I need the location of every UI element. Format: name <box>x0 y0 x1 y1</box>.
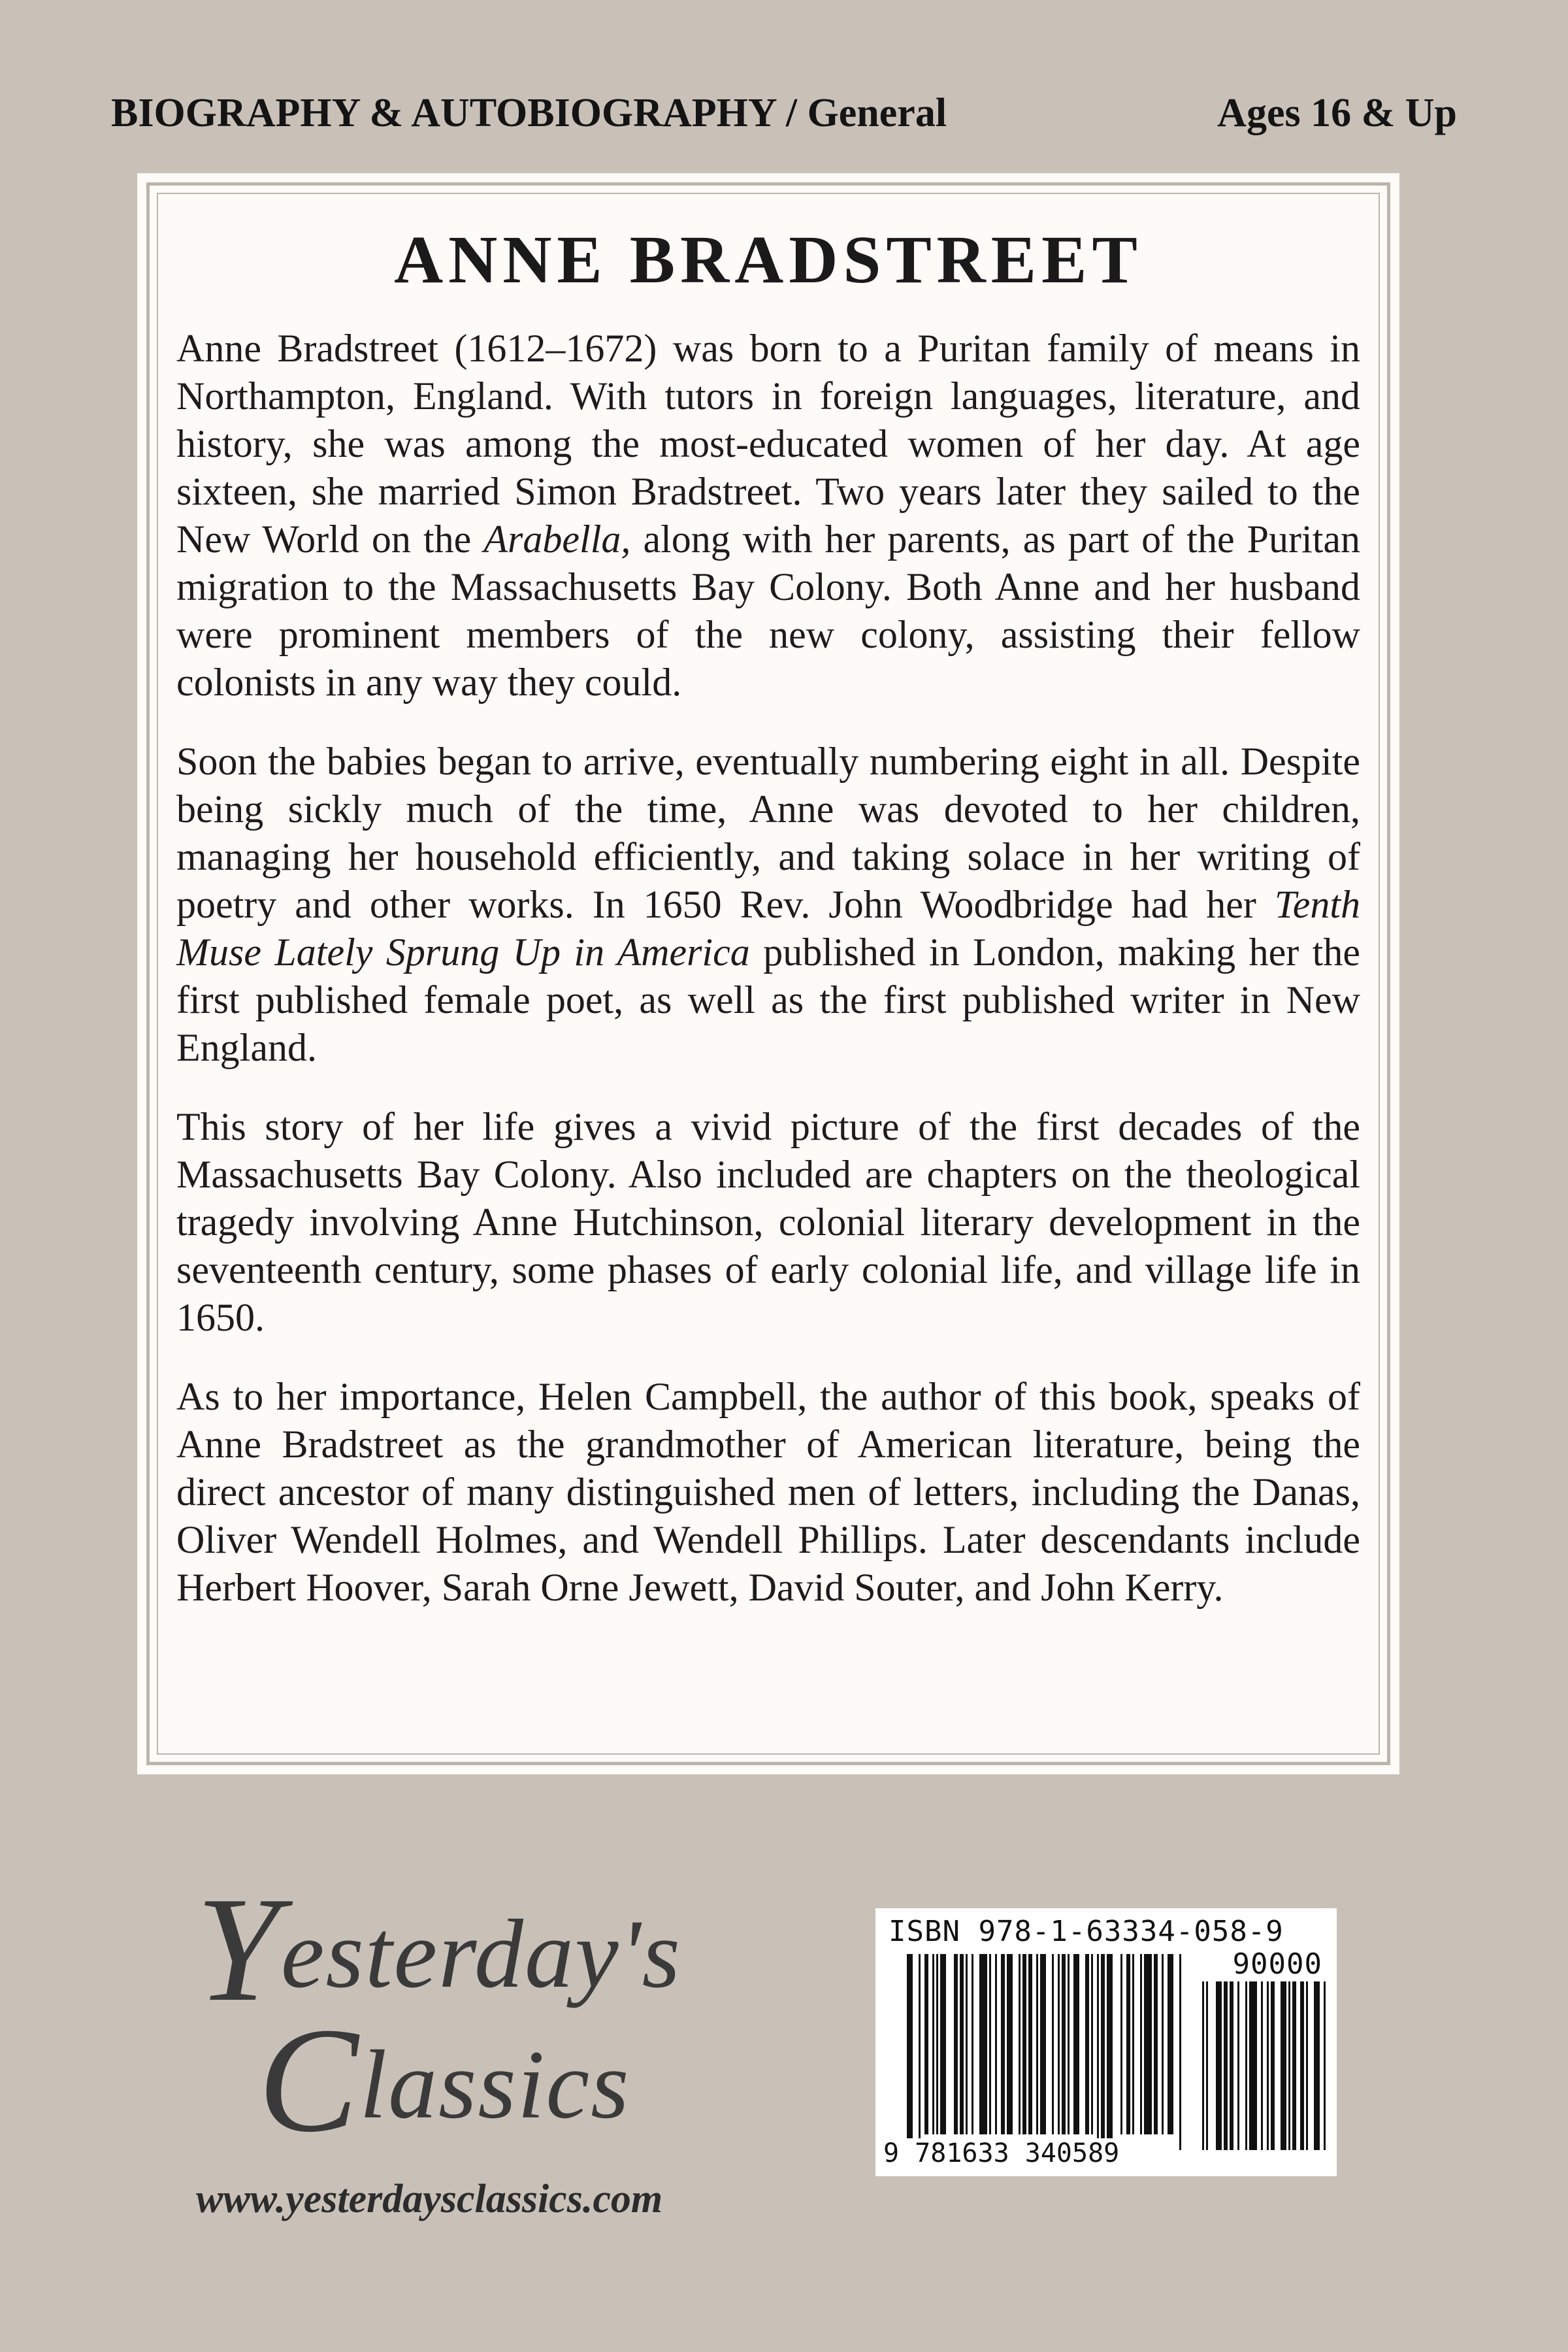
barcode-bar <box>1101 1954 1105 2150</box>
barcode-bar <box>932 1954 934 2134</box>
paragraph-2-text-a: Soon the babies began to arrive, eventually numbering eight in all. Despite being sickly much of the time, Anne was devoted to her children, managing her household efficiently, and taking solace in her writing of poetry and other works. In 1650 Rev. John Woodbridge had her <box>176 740 1360 926</box>
barcode-bar <box>940 1954 946 2134</box>
barcode-bar <box>1058 1954 1060 2134</box>
logo-rest-yesterdays: esterday's <box>280 1900 681 2008</box>
addon-bar <box>1237 1981 1239 2150</box>
description-paragraph-4: As to her importance, Helen Campbell, the author of this book, speaks of Anne Bradstreet as the grandmother of American literature, being the direct ancestor of many distinguished men of letters, including the Danas, Oliver Wendell Holmes, and Wendell Phillips. Later descendants include Herbert Hoover, Sarah Orne Jewett, David Souter, and John Kerry. <box>176 1375 1360 1609</box>
addon-bar <box>1292 1981 1296 2150</box>
description-paragraph-1 <box>176 325 1360 706</box>
barcode-bar <box>989 1954 991 2134</box>
paragraph-1-text-b: along with her parents, as part of the Puritan migration to the Massachusetts Bay Colony. Both Anne and her husband were prominent members of the new colony, assisting their fellow colonists in any way they could. <box>176 518 1360 704</box>
barcode-bar <box>1036 1954 1038 2134</box>
barcode-bar <box>966 1954 968 2134</box>
isbn-label: ISBN 978-1-63334-058-9 <box>889 1915 1284 1948</box>
work-title: Tenth Muse Lately Sprung Up in America <box>176 883 1360 974</box>
addon-bar <box>1288 1981 1290 2150</box>
ship-name: Arabella, <box>483 518 631 561</box>
barcode-box <box>875 1908 1337 2176</box>
barcode-bar <box>1073 1954 1079 2134</box>
barcode-bar <box>1068 1954 1070 2134</box>
barcode-bar <box>1085 1954 1089 2134</box>
publisher-logo <box>196 1863 784 2176</box>
category-header <box>111 90 1457 149</box>
barcode-bar <box>1168 1954 1173 2134</box>
barcode-digits: 9 781633 340589 <box>883 2138 1122 2168</box>
description-paragraph-3: This story of her life gives a vivid picture of the first decades of the Massachusetts Bay Colony. Also included are chapters on the theological tragedy involving Anne Hutchinson, colonial literary development in the seventeenth century, some phases of early colonial life, and village life in 1650. <box>176 1105 1360 1339</box>
barcode-bar <box>960 1954 964 2134</box>
barcode-bar <box>1022 1954 1026 2134</box>
addon-bar <box>1245 1981 1247 2150</box>
paragraph-2-text-b: published in London, making her the first published female poet, as well as the first published writer in New England. <box>176 931 1360 1069</box>
addon-bar <box>1306 1981 1308 2150</box>
barcode-bar <box>1019 1954 1021 2134</box>
addon-bar <box>1224 1981 1228 2150</box>
barcode-bar <box>1052 1954 1054 2134</box>
addon-bar <box>1216 1981 1222 2150</box>
barcode-bar <box>1162 1954 1164 2134</box>
barcode-bar <box>972 1954 973 2134</box>
addon-bar <box>1267 1981 1269 2150</box>
barcode-bar <box>1144 1954 1152 2134</box>
barcode-bar <box>1062 1954 1066 2134</box>
description-panel <box>137 173 1399 1774</box>
barcode-bar <box>1001 1954 1005 2134</box>
barcode-bar <box>1097 1954 1099 2150</box>
logo-rest-classics: lassics <box>359 2030 630 2139</box>
barcode-bar <box>1140 1954 1142 2134</box>
barcode-bar <box>1120 1954 1122 2134</box>
barcode-bar <box>919 1954 921 2150</box>
price-addon-label: 90000 <box>1232 1947 1322 1981</box>
age-range-label: Ages 16 & Up <box>1217 91 1457 135</box>
barcode-bar <box>936 1954 938 2134</box>
barcode-bar <box>1126 1954 1130 2134</box>
paragraph-1-text-a: Anne Bradstreet (1612–1672) was born to a Puritan family of means in Northampton, England. With tutors in foreign languages, literature, and history, she was among the most-educated women of her day. At age sixteen, she married Simon Bradstreet. Two years later they sailed to the New World on the <box>176 327 1360 561</box>
logo-initial-y: Y <box>196 1866 281 2032</box>
addon-bar <box>1202 1981 1204 2150</box>
addon-bar <box>1300 1981 1304 2150</box>
barcode-bar <box>995 1954 997 2134</box>
book-title: ANNE BRADSTREET <box>394 222 1143 297</box>
addon-bar <box>1281 1981 1286 2150</box>
barcode-bar <box>1040 1954 1046 2134</box>
description-text <box>176 325 1360 1643</box>
publisher-website: www.yesterdaysclassics.com <box>196 2177 663 2221</box>
barcode-bar <box>924 1954 928 2134</box>
barcode-bar <box>954 1954 958 2134</box>
addon-bar <box>1249 1981 1257 2150</box>
barcode-bar <box>1028 1954 1032 2134</box>
logo-initial-c: C <box>258 1996 360 2163</box>
addon-bar <box>1261 1981 1263 2150</box>
barcode-bar <box>1107 1954 1113 2150</box>
barcode-bar <box>1132 1954 1134 2134</box>
barcode-bar <box>907 1954 913 2150</box>
category-label: BIOGRAPHY & AUTOBIOGRAPHY / General <box>111 91 947 135</box>
logo-word-classics <box>258 1993 630 2166</box>
addon-bar <box>1230 1981 1233 2150</box>
barcode-bar <box>979 1954 987 2134</box>
addon-bar <box>1324 1981 1326 2150</box>
description-paragraph-2 <box>176 738 1360 1072</box>
addon-bar <box>1271 1981 1275 2150</box>
barcode-bar <box>1154 1954 1158 2134</box>
barcode-bar <box>1179 1954 1181 2150</box>
barcode-bar <box>1007 1954 1013 2134</box>
addon-bar <box>1314 1981 1320 2150</box>
barcode-bar <box>1091 1954 1093 2134</box>
addon-bar <box>1206 1981 1208 2150</box>
